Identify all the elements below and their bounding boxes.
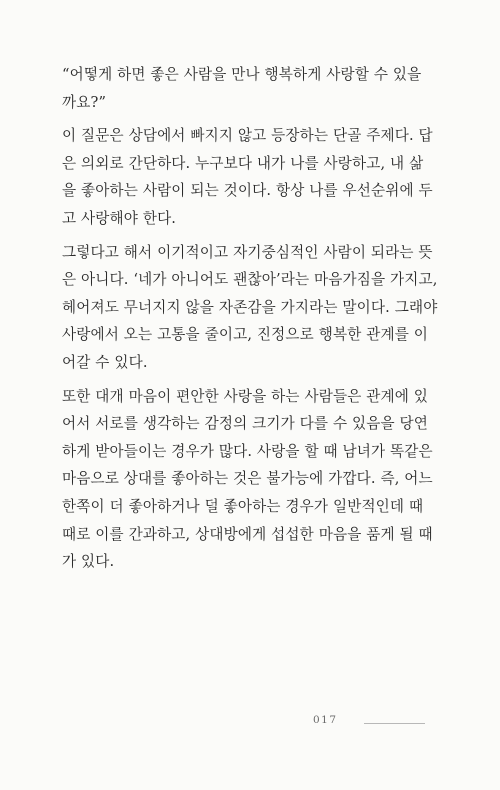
text-line: 하게 받아들이는 경우가 많다. 사랑을 할 때 남녀가 똑같은 (62, 442, 433, 460)
page-number: 017 (313, 714, 338, 726)
text-line: 때로 이를 간과하고, 상대방에게 섭섭한 마음을 품게 될 때 (62, 525, 433, 543)
paragraph-2 (62, 122, 440, 232)
text-line: 까요?” (62, 93, 107, 111)
paragraph-4 (62, 383, 440, 576)
text-line: 또한 대개 마음이 편안한 사랑을 하는 사람들은 관계에 있 (62, 387, 429, 405)
text-line: 한쪽이 더 좋아하거나 덜 좋아하는 경우가 일반적인데 때 (62, 497, 424, 515)
text-line: 고 사랑해야 한다. (62, 209, 177, 227)
text-line: 어갈 수 있다. (62, 353, 148, 371)
text-line: 어서 서로를 생각하는 감정의 크기가 다를 수 있음을 당연 (62, 415, 429, 433)
paragraph-3 (62, 239, 440, 377)
text-line: 사랑에서 오는 고통을 줄이고, 진정으로 행복한 관계를 이 (62, 326, 429, 344)
text-line: 헤어져도 무너지지 않을 자존감을 가지라는 말이다. 그래야 (62, 298, 438, 316)
text-line: 이 질문은 상담에서 빠지지 않고 등장하는 단골 주제다. 답 (62, 127, 433, 145)
text-line: “어떻게 하면 좋은 사람을 만나 행복하게 사랑할 수 있을 (62, 66, 422, 83)
paragraph-1 (62, 61, 440, 116)
body-text (62, 61, 440, 582)
text-line: 마음으로 상대를 좋아하는 것은 불가능에 가깝다. 즉, 어느 (62, 470, 433, 488)
page-number-rule (364, 723, 425, 724)
text-line: 을 좋아하는 사람이 되는 것이다. 항상 나를 우선순위에 두 (62, 182, 433, 200)
text-line: 은 아니다. ‘네가 아니어도 괜찮아’라는 마음가짐을 가지고, (62, 271, 438, 289)
text-line: 그렇다고 해서 이기적이고 자기중심적인 사람이 되라는 뜻 (62, 243, 433, 261)
text-line: 가 있다. (62, 553, 115, 571)
text-line: 은 의외로 간단하다. 누구보다 내가 나를 사랑하고, 내 삶 (62, 154, 424, 172)
